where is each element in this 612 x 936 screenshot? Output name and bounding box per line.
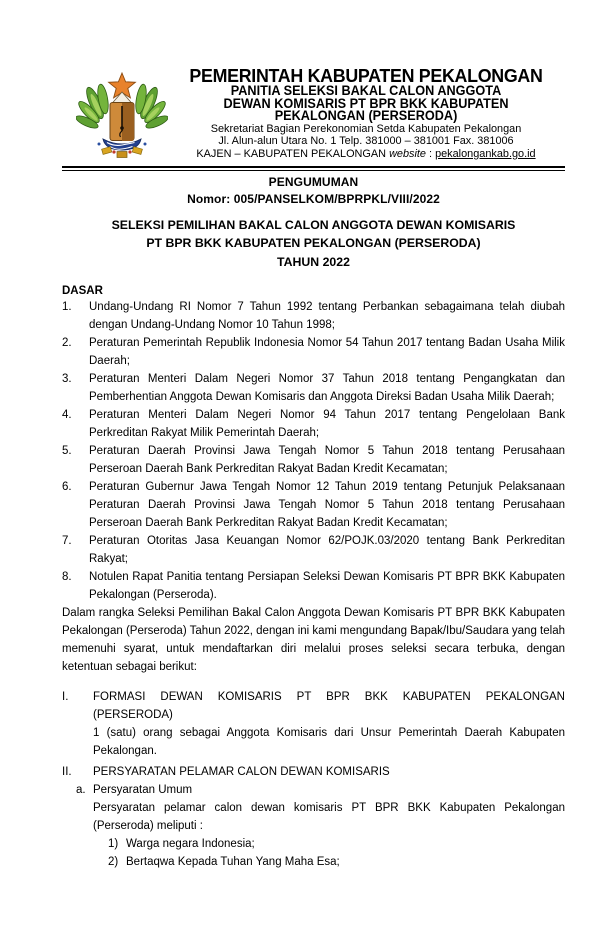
list-item — [62, 406, 565, 442]
website-separator: : — [425, 147, 436, 160]
committee-name-line2: DEWAN KOMISARIS PT BPR BKK KABUPATEN — [223, 95, 509, 111]
section-numeral: I. — [62, 690, 69, 703]
item-number: 6. — [62, 481, 72, 493]
website-word: website — [389, 147, 426, 160]
item-text: Peraturan Otoritas Jasa Keuangan Nomor 62/POJK.03/2020 tentang Bank Perkreditan Rakyat; — [89, 535, 565, 565]
point-text: Warga negara Indonesia; — [126, 837, 255, 850]
item-number: 2. — [62, 337, 72, 349]
list-item — [62, 478, 565, 532]
item-text: Undang-Undang RI Nomor 7 Tahun 1992 tentang Perbankan sebagaimana telah diubah dengan Undang-Undang Nomor 10 Tahun 1998; — [89, 301, 565, 331]
invitation-paragraph: Dalam rangka Seleksi Pemilihan Bakal Calon Anggota Dewan Komisaris PT BPR BKK Kabupaten Pekalongan (Perseroda) Tahun 2022, dengan ini kami mengundang Bapak/Ibu/Saudara yang telah memenuhi syarat, untuk mendaftarkan diri melalui proses seleksi secara terbuka, dengan ketentuan sebagai berikut: — [62, 607, 565, 673]
list-item — [62, 298, 565, 334]
item-text: Peraturan Menteri Dalam Negeri Nomor 94 Tahun 2017 tentang Pengelolaan Bank Perkreditan Rakyat Milik Pemerintah Daerah; — [89, 409, 565, 439]
street-phone-fax: Jl. Alun-alun Utara No. 1 Telp. 381000 – 381001 Fax. 381006 — [218, 135, 514, 148]
requirement-point — [93, 835, 565, 853]
item-text: Peraturan Gubernur Jawa Tengah Nomor 12 Tahun 2019 tentang Petunjuk Pelaksanaan Peraturan Daerah Provinsi Jawa Tengah Nomor 5 Tahun 2018 tentang Perusahaan Perseroan Daerah Bank Perkreditan Rakyat Badan Kredit Kecamatan; — [89, 481, 565, 529]
section-persyaratan — [62, 763, 565, 781]
letterhead-text — [170, 67, 562, 163]
subsection-body: Persyaratan pelamar calon dewan komisaris PT BPR BKK Kabupaten Pekalongan (Perseroda) meliputi : — [93, 801, 565, 832]
announcement-heading: PENGUMUMAN — [268, 174, 359, 189]
requirement-point — [93, 853, 565, 871]
subsection-label: a. — [76, 783, 86, 796]
section-content — [93, 688, 565, 760]
section-body: 1 (satu) orang sebagai Anggota Komisaris dari Unsur Pemerintah Daerah Kabupaten Pekalongan. — [93, 726, 565, 757]
letterhead — [76, 67, 562, 163]
item-number: 7. — [62, 535, 72, 547]
announcement-number: Nomor: 005/PANSELKOM/BPRPKL/VIII/2022 — [187, 191, 440, 206]
pekalongan-coat-of-arms-logo — [76, 72, 170, 163]
subject-line-2: PT BPR BKK KABUPATEN PEKALONGAN (PERSERODA) — [146, 236, 481, 250]
city-website-line — [172, 148, 560, 161]
point-number: 1) — [108, 837, 119, 850]
item-text: Peraturan Menteri Dalam Negeri Nomor 37 Tahun 2018 tentang Pengangkatan dan Pemberhentian Anggota Dewan Komisaris dan Anggota Direksi Badan Usaha Milik Daerah; — [89, 373, 565, 403]
document-body — [62, 174, 565, 871]
list-item — [62, 334, 565, 370]
section-numeral: II. — [62, 765, 72, 778]
subject-line-3: TAHUN 2022 — [277, 254, 350, 269]
list-item — [62, 442, 565, 478]
point-number: 2) — [108, 855, 119, 868]
list-item — [62, 370, 565, 406]
secretariat-address: Sekretariat Bagian Perekonomian Setda Kabupaten Pekalongan — [210, 122, 522, 135]
list-item — [62, 532, 565, 568]
document-title-block — [62, 174, 565, 272]
subsection-a — [76, 781, 565, 871]
item-number: 1. — [62, 301, 72, 313]
item-number: 4. — [62, 409, 72, 421]
government-name: PEMERINTAH KABUPATEN PEKALONGAN — [189, 66, 543, 86]
list-item — [62, 568, 565, 604]
city-name: KAJEN – KABUPATEN PEKALONGAN — [196, 147, 390, 160]
regency-emblem-icon — [76, 72, 168, 158]
legal-basis-heading: DASAR — [62, 285, 103, 297]
committee-name-line3: PEKALONGAN (PERSERODA) — [274, 108, 458, 124]
legal-basis-list — [62, 298, 565, 604]
point-text: Bertaqwa Kepada Tuhan Yang Maha Esa; — [126, 855, 340, 868]
item-number: 8. — [62, 571, 72, 583]
item-number: 3. — [62, 373, 72, 385]
website-link[interactable]: pekalongankab.go.id — [435, 147, 536, 160]
section-heading: PERSYARATAN PELAMAR CALON DEWAN KOMISARIS — [93, 765, 390, 778]
section-heading: FORMASI DEWAN KOMISARIS PT BPR BKK KABUPATEN PEKALONGAN (PERSERODA) — [93, 690, 565, 721]
announcement-subject — [62, 216, 565, 272]
letterhead-divider — [62, 166, 565, 171]
subsection-title: Persyaratan Umum — [93, 783, 193, 796]
item-text: Peraturan Daerah Provinsi Jawa Tengah Nomor 5 Tahun 2018 tentang Perusahaan Perseroan Daerah Bank Perkreditan Rakyat Badan Kredit Kecamatan; — [89, 445, 565, 475]
committee-name-line1: PANITIA SELEKSI BAKAL CALON ANGGOTA — [230, 83, 502, 98]
subject-line-1: SELEKSI PEMILIHAN BAKAL CALON ANGGOTA DEWAN KOMISARIS — [111, 217, 516, 232]
item-number: 5. — [62, 445, 72, 457]
item-text: Notulen Rapat Panitia tentang Persiapan Seleksi Dewan Komisaris PT BPR BKK Kabupaten Pekalongan (Perseroda). — [89, 571, 565, 601]
section-formasi — [62, 688, 565, 760]
subsection-content — [93, 781, 565, 871]
item-text: Peraturan Pemerintah Republik Indonesia Nomor 54 Tahun 2017 tentang Badan Usaha Milik Daerah; — [89, 337, 565, 367]
